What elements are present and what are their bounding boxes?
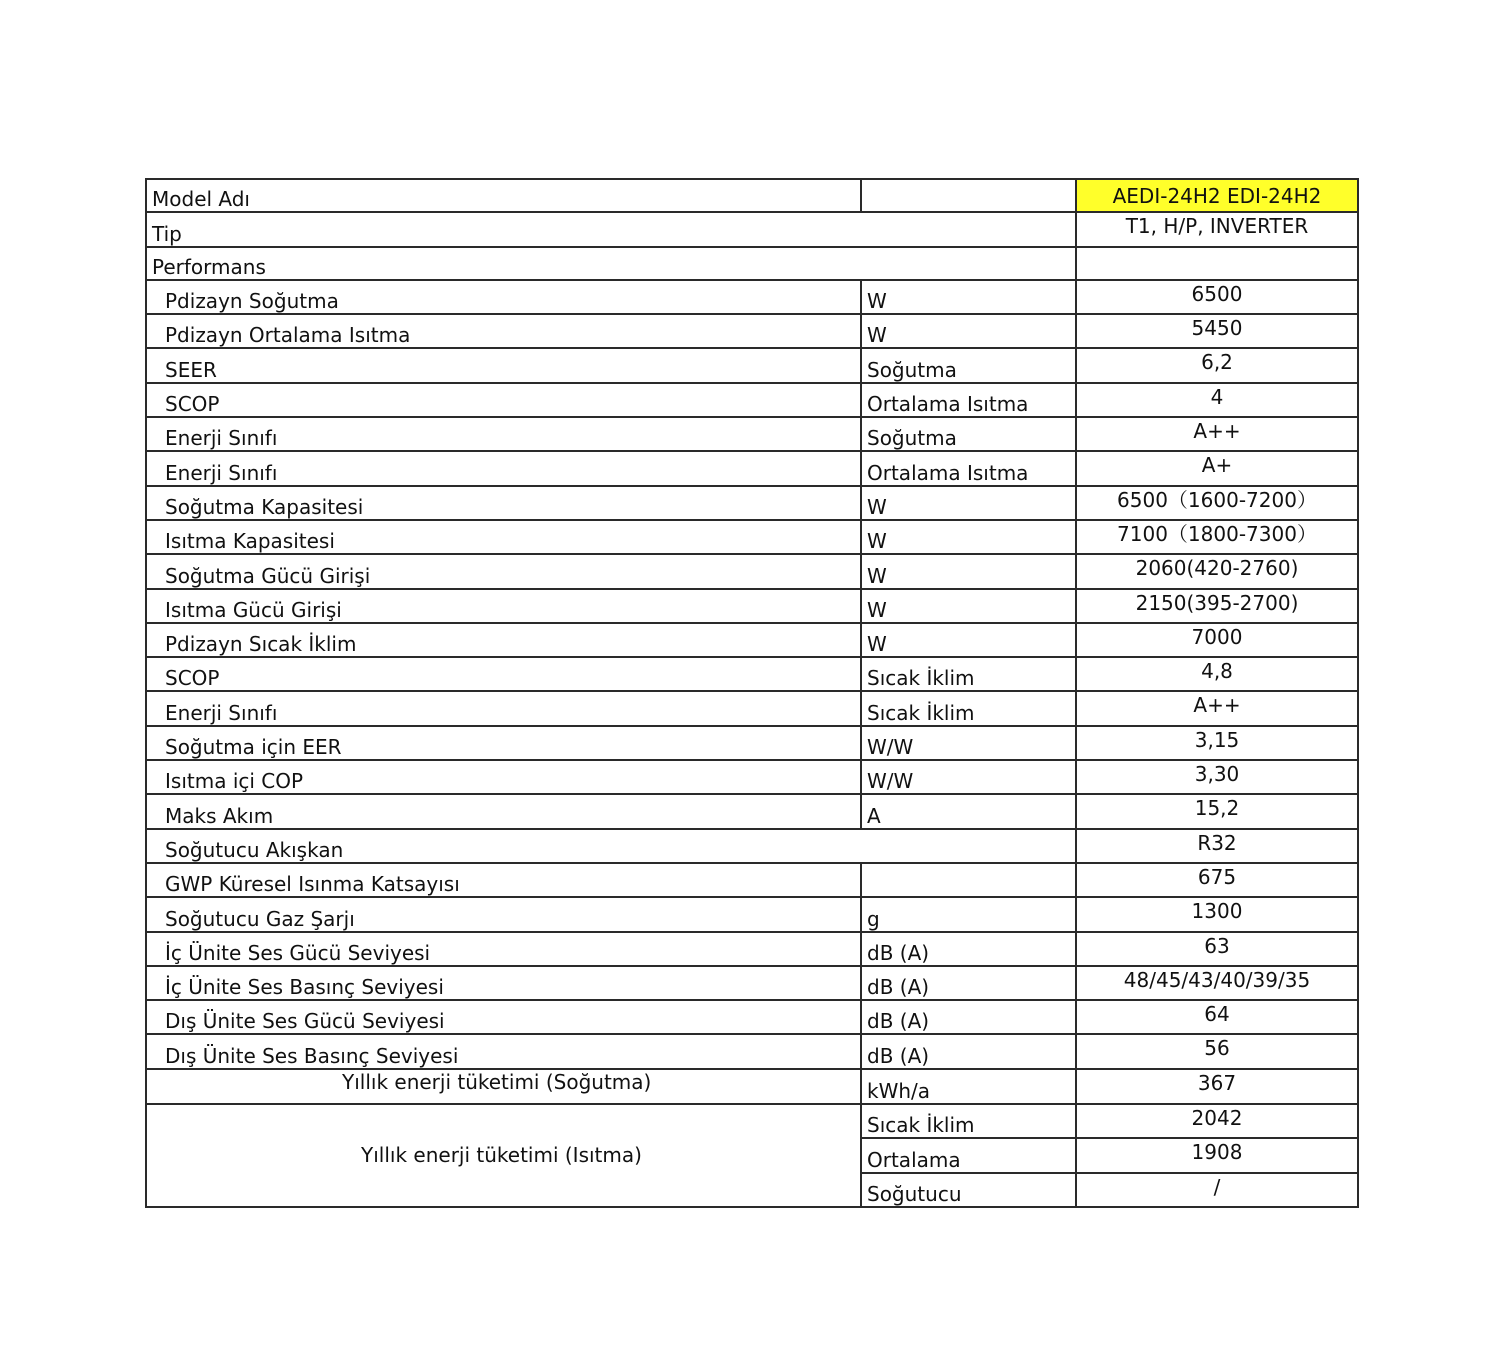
spec-value: 7000: [1076, 623, 1358, 657]
spec-row: [146, 451, 1358, 485]
spec-label: Enerji Sınıfı: [146, 691, 861, 725]
spec-row: [146, 486, 1358, 520]
refrigerant-value: R32: [1076, 829, 1358, 863]
spec-value: 1300: [1076, 897, 1358, 931]
spec-unit: W: [861, 280, 1076, 314]
spec-row: [146, 280, 1358, 314]
spec-label: SCOP: [146, 657, 861, 691]
spec-table: [145, 178, 1359, 1208]
spec-value: 15,2: [1076, 794, 1358, 828]
spec-label: Maks Akım: [146, 794, 861, 828]
spec-unit: dB (A): [861, 1034, 1076, 1068]
spec-unit: Sıcak İklim: [861, 657, 1076, 691]
spec-value: 63: [1076, 932, 1358, 966]
spec-value: 56: [1076, 1034, 1358, 1068]
spec-label: Pdizayn Sıcak İklim: [146, 623, 861, 657]
spec-unit: Soğutma: [861, 417, 1076, 451]
spec-row: [146, 932, 1358, 966]
annual-cooling-label: Yıllık enerji tüketimi (Soğutma): [342, 1069, 652, 1094]
spec-value: A++: [1076, 417, 1358, 451]
spec-value: 64: [1076, 1000, 1358, 1034]
spec-label: Soğutucu Gaz Şarjı: [146, 897, 861, 931]
spec-label: Dış Ünite Ses Basınç Seviyesi: [146, 1034, 861, 1068]
spec-row: [146, 417, 1358, 451]
spec-value: 6500（1600-7200）: [1076, 486, 1358, 520]
spec-row: [146, 554, 1358, 588]
spec-label: Enerji Sınıfı: [146, 451, 861, 485]
model-value: AEDI-24H2 EDI-24H2: [1076, 179, 1358, 212]
spec-row: [146, 520, 1358, 554]
spec-unit: g: [861, 897, 1076, 931]
annual-heating-unit: Ortalama: [861, 1138, 1076, 1172]
type-value: T1, H/P, INVERTER: [1076, 212, 1358, 246]
spec-label: Isıtma Gücü Girişi: [146, 589, 861, 623]
spec-row: [146, 623, 1358, 657]
spec-value: 48/45/43/40/39/35: [1076, 966, 1358, 1000]
spec-row: [146, 348, 1358, 382]
spec-unit: Ortalama Isıtma: [861, 451, 1076, 485]
spec-row: [146, 589, 1358, 623]
annual-cooling-label-cell: [146, 1069, 861, 1104]
annual-heating-unit: Sıcak İklim: [861, 1104, 1076, 1138]
annual-cooling-value: 367: [1076, 1069, 1358, 1104]
spec-value: 5450: [1076, 314, 1358, 348]
type-label: Tip: [146, 212, 1076, 246]
annual-heating-row: [146, 1104, 1358, 1138]
spec-value: 3,30: [1076, 760, 1358, 794]
spec-label: Enerji Sınıfı: [146, 417, 861, 451]
spec-unit: W: [861, 486, 1076, 520]
annual-heating-label: Yıllık enerji tüketimi (Isıtma): [146, 1104, 861, 1207]
annual-heating-unit: Soğutucu: [861, 1173, 1076, 1207]
spec-value: 4,8: [1076, 657, 1358, 691]
performance-label: Performans: [146, 247, 1076, 280]
spec-value: 4: [1076, 383, 1358, 417]
spec-unit: W: [861, 623, 1076, 657]
annual-cooling-unit: kWh/a: [861, 1069, 1076, 1104]
type-row: [146, 212, 1358, 246]
spec-label: SCOP: [146, 383, 861, 417]
spec-unit: W/W: [861, 726, 1076, 760]
spec-row: [146, 1034, 1358, 1068]
spec-unit: Sıcak İklim: [861, 691, 1076, 725]
spec-unit: Ortalama Isıtma: [861, 383, 1076, 417]
model-unit-cell: [861, 179, 1076, 212]
spec-value: 6500: [1076, 280, 1358, 314]
spec-row: [146, 966, 1358, 1000]
spec-value: 2150(395-2700): [1076, 589, 1358, 623]
spec-label: Pdizayn Soğutma: [146, 280, 861, 314]
spec-value: 3,15: [1076, 726, 1358, 760]
spec-label: Soğutma Gücü Girişi: [146, 554, 861, 588]
spec-unit: dB (A): [861, 1000, 1076, 1034]
spec-label: GWP Küresel Isınma Katsayısı: [146, 863, 861, 897]
annual-cooling-row: [146, 1069, 1358, 1104]
annual-heating-value: 1908: [1076, 1138, 1358, 1172]
spec-table-body: [146, 179, 1358, 1207]
annual-heating-value: /: [1076, 1173, 1358, 1207]
spec-value: 675: [1076, 863, 1358, 897]
spec-label: SEER: [146, 348, 861, 382]
spec-label: Dış Ünite Ses Gücü Seviyesi: [146, 1000, 861, 1034]
spec-unit: W: [861, 520, 1076, 554]
spec-label: Isıtma Kapasitesi: [146, 520, 861, 554]
spec-value: 6,2: [1076, 348, 1358, 382]
spec-unit: W: [861, 589, 1076, 623]
spec-row: [146, 383, 1358, 417]
spec-value: 2060(420-2760): [1076, 554, 1358, 588]
spec-row: [146, 863, 1358, 897]
spec-label: Soğutma için EER: [146, 726, 861, 760]
spec-unit: dB (A): [861, 966, 1076, 1000]
spec-row: [146, 657, 1358, 691]
spec-unit: W: [861, 554, 1076, 588]
spec-row: [146, 1000, 1358, 1034]
spec-row: [146, 897, 1358, 931]
spec-label: İç Ünite Ses Basınç Seviyesi: [146, 966, 861, 1000]
spec-unit: A: [861, 794, 1076, 828]
spec-row: [146, 794, 1358, 828]
spec-unit: dB (A): [861, 932, 1076, 966]
spec-label: Pdizayn Ortalama Isıtma: [146, 314, 861, 348]
spec-row: [146, 314, 1358, 348]
model-row: [146, 179, 1358, 212]
refrigerant-row: [146, 829, 1358, 863]
refrigerant-label: Soğutucu Akışkan: [146, 829, 1076, 863]
spec-row: [146, 726, 1358, 760]
spec-unit: W/W: [861, 760, 1076, 794]
spec-row: [146, 691, 1358, 725]
performance-row: [146, 247, 1358, 280]
spec-label: İç Ünite Ses Gücü Seviyesi: [146, 932, 861, 966]
annual-heating-value: 2042: [1076, 1104, 1358, 1138]
spec-unit: [861, 863, 1076, 897]
spec-row: [146, 760, 1358, 794]
spec-unit: W: [861, 314, 1076, 348]
performance-value-cell: [1076, 247, 1358, 280]
spec-value: A+: [1076, 451, 1358, 485]
spec-value: A++: [1076, 691, 1358, 725]
spec-label: Soğutma Kapasitesi: [146, 486, 861, 520]
spec-value: 7100（1800-7300）: [1076, 520, 1358, 554]
model-label: Model Adı: [146, 179, 861, 212]
spec-label: Isıtma içi COP: [146, 760, 861, 794]
spec-unit: Soğutma: [861, 348, 1076, 382]
